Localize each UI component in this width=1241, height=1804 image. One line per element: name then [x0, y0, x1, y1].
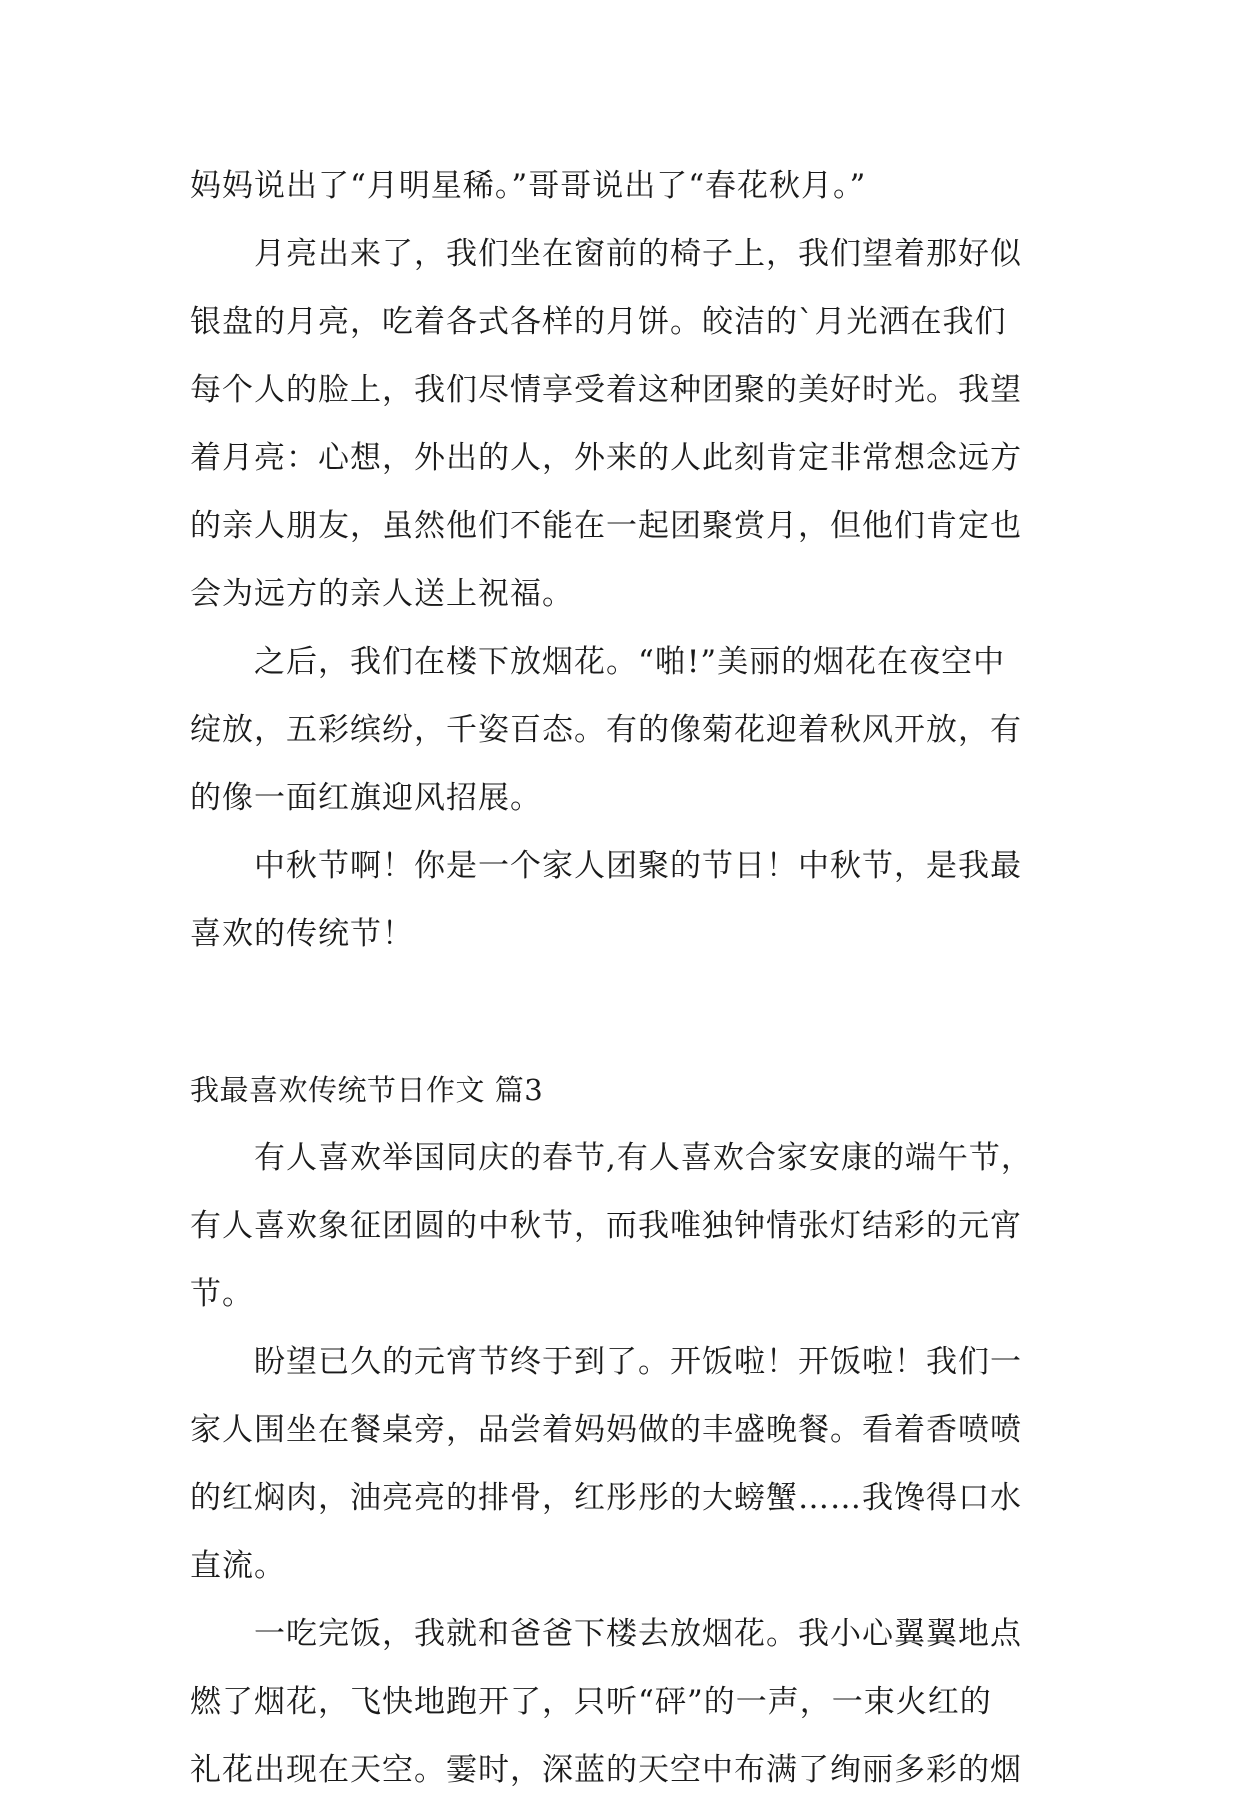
paragraph-first-line: 一吃完饭，我就和爸爸下楼去放烟花。我小心翼翼地点: [254, 1616, 1022, 1652]
text-line: 喜欢的传统节！: [190, 916, 414, 952]
paragraph-first-line: 月亮出来了，我们坐在窗前的椅子上，我们望着那好似: [254, 236, 1022, 272]
text-line: 绽放，五彩缤纷，千姿百态。有的像菊花迎着秋风开放，有: [190, 712, 1022, 748]
section-heading: 我最喜欢传统节日作文 篇3: [190, 1073, 544, 1107]
text-line: 会为远方的亲人送上祝福。: [190, 576, 574, 612]
text-line: 节。: [190, 1276, 254, 1312]
text-line: 有人喜欢象征团圆的中秋节，而我唯独钟情张灯结彩的元宵: [190, 1208, 1022, 1244]
text-line: 每个人的脸上，我们尽情享受着这种团聚的美好时光。我望: [190, 372, 1022, 408]
paragraph-first-line: 之后，我们在楼下放烟花。“啪!”美丽的烟花在夜空中: [254, 644, 1006, 680]
text-line: 的红焖肉，油亮亮的排骨，红彤彤的大螃蟹……我馋得口水: [190, 1480, 1022, 1516]
text-line: 的亲人朋友，虽然他们不能在一起团聚赏月，但他们肯定也: [190, 508, 1022, 544]
paragraph-first-line: 盼望已久的元宵节终于到了。开饭啦！开饭啦！我们一: [254, 1344, 1022, 1380]
text-line: 家人围坐在餐桌旁，品尝着妈妈做的丰盛晚餐。看着香喷喷: [190, 1412, 1022, 1448]
text-line: 着月亮：心想，外出的人，外来的人此刻肯定非常想念远方: [190, 440, 1022, 476]
section-gap: [190, 968, 1050, 1056]
text-line: 礼花出现在天空。霎时，深蓝的天空中布满了绚丽多彩的烟: [190, 1752, 1022, 1788]
document-body: [190, 152, 1050, 1804]
text-line: 银盘的月亮，吃着各式各样的月饼。皎洁的`月光洒在我们: [190, 304, 1007, 340]
text-line: 的像一面红旗迎风招展。: [190, 780, 542, 816]
text-line: 妈妈说出了“月明星稀。”哥哥说出了“春花秋月。”: [190, 168, 867, 204]
text-line: 燃了烟花，飞快地跑开了，只听“砰”的一声，一束火红的: [190, 1684, 992, 1720]
paragraph-first-line: 有人喜欢举国同庆的春节,有人喜欢合家安康的端午节，: [254, 1140, 1033, 1176]
paragraph-first-line: 中秋节啊！你是一个家人团聚的节日！中秋节，是我最: [254, 848, 1022, 884]
text-line: 直流。: [190, 1548, 286, 1584]
